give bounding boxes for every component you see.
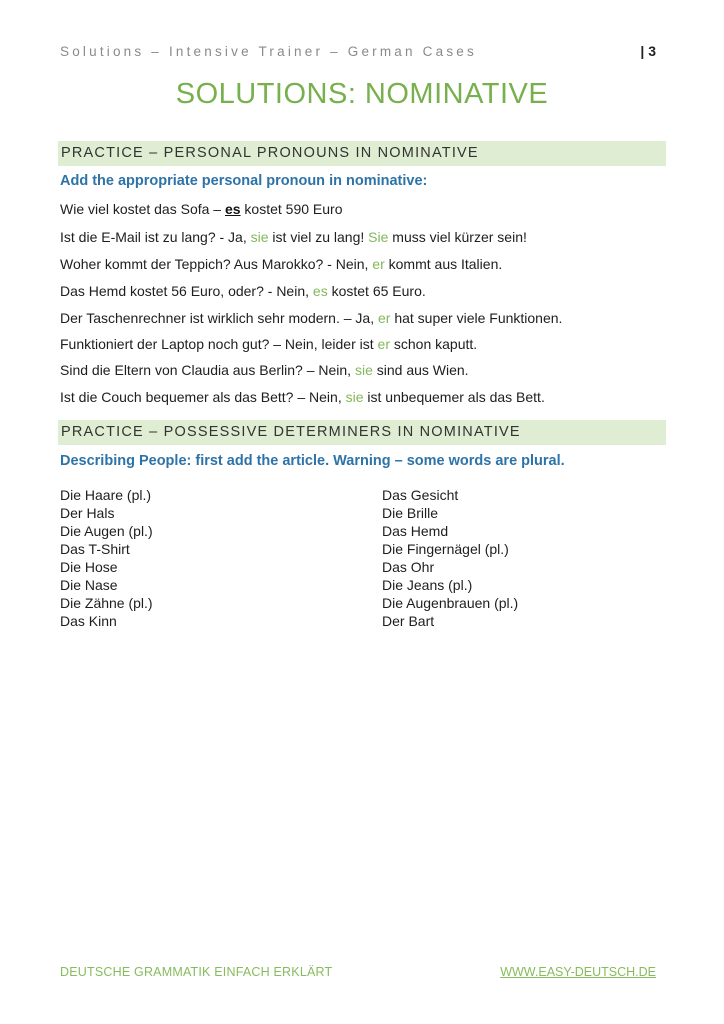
answer-example: es [224,201,241,217]
exercise-sentence: Der Taschenrechner ist wirklich sehr modern. – Ja, er hat super viele Funktionen. [60,310,563,326]
list-item: Das Kinn [60,613,117,629]
exercise-sentence: Wie viel kostet das Sofa – es kostet 590 Euro [60,201,343,217]
list-item: Die Augenbrauen (pl.) [382,595,519,611]
answer: sie [250,229,269,245]
answer: es [312,283,328,299]
answer: er [372,256,385,272]
page-header [60,44,656,62]
list-item: Der Bart [382,613,435,629]
page-title: SOLUTIONS: NOMINATIVE [175,78,549,110]
footer-tagline: DEUTSCHE GRAMMATIK EINFACH ERKLÄRT [60,965,333,979]
answer: sie [345,389,364,405]
instruction-personal-pronouns: Add the appropriate personal pronoun in nominative: [60,173,428,189]
exercise-sentence: Ist die E-Mail ist zu lang? - Ja, sie ist viel zu lang! Sie muss viel kürzer sein! [60,229,527,245]
list-item: Die Brille [382,505,439,521]
list-item: Das Hemd [382,523,449,539]
exercise-sentence: Ist die Couch bequemer als das Bett? – Nein, sie ist unbequemer als das Bett. [60,389,545,405]
exercise-sentence: Woher kommt der Teppich? Aus Marokko? - Nein, er kommt aus Italien. [60,256,503,272]
exercise-sentence: Sind die Eltern von Claudia aus Berlin? – Nein, sie sind aus Wien. [60,362,469,378]
answer: sie [354,362,373,378]
word-list-right [382,486,518,630]
list-item: Das Gesicht [382,487,459,503]
list-item: Die Jeans (pl.) [382,577,473,593]
answer: Sie [368,229,389,245]
list-item: Die Zähne (pl.) [60,595,153,611]
section-heading-label: PRACTICE – POSSESSIVE DETERMINERS IN NOMINATIVE [61,424,521,440]
section-heading-personal-pronouns [58,141,666,166]
list-item: Die Fingernägel (pl.) [382,541,509,557]
exercise-sentence: Funktioniert der Laptop noch gut? – Nein, leider ist er schon kaputt. [60,336,478,352]
footer-website-link[interactable]: WWW.EASY-DEUTSCH.DE [500,965,656,979]
word-list-left [60,486,153,630]
list-item: Der Hals [60,505,115,521]
list-item: Die Haare (pl.) [60,487,152,503]
answer: er [377,336,390,352]
running-title: Solutions – Intensive Trainer – German Cases [60,44,477,59]
list-item: Die Nase [60,577,118,593]
list-item: Die Augen (pl.) [60,523,153,539]
section-heading-possessive-determiners [58,420,666,445]
list-item: Die Hose [60,559,118,575]
list-item: Das T-Shirt [60,541,130,557]
section-heading-label: PRACTICE – PERSONAL PRONOUNS IN NOMINATIVE [61,145,479,161]
exercise-sentence: Das Hemd kostet 56 Euro, oder? - Nein, es kostet 65 Euro. [60,283,426,299]
instruction-describing-people: Describing People: first add the article. Warning – some words are plural. [60,453,565,469]
page-number: | 3 [640,43,656,59]
list-item: Das Ohr [382,559,435,575]
answer: er [377,310,391,326]
